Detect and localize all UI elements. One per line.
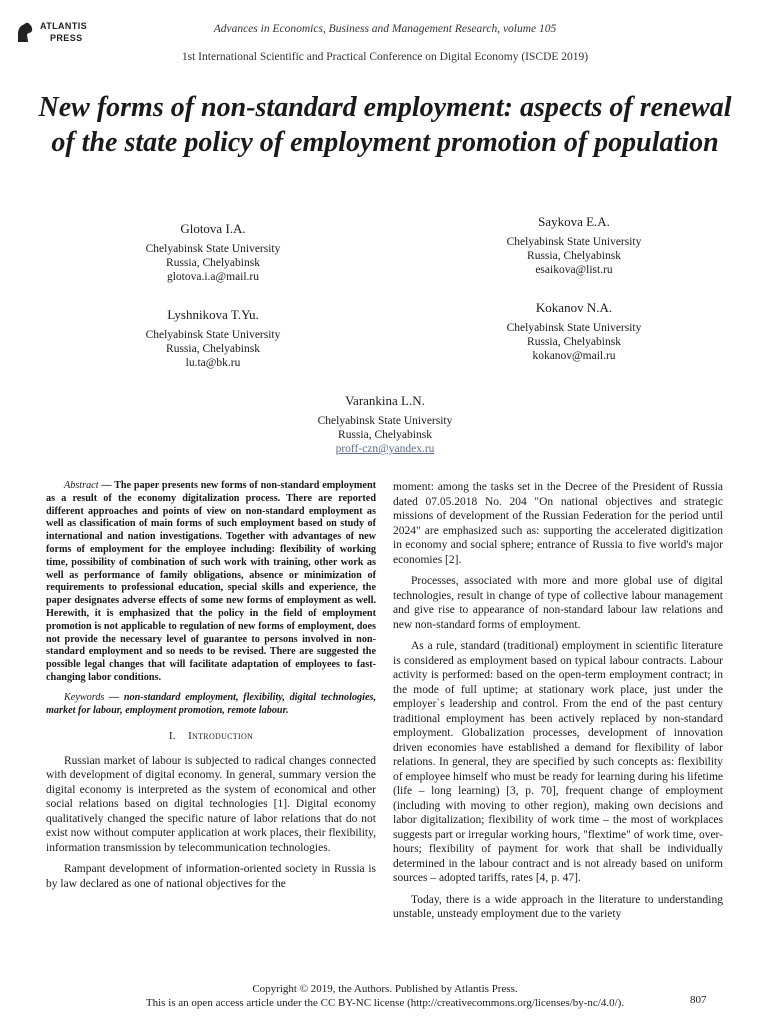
author-location: Russia, Chelyabinsk: [166, 343, 260, 355]
author-name: Kokanov N.A.: [535, 300, 613, 315]
paragraph: moment: among the tasks set in the Decree of the President of Russia dated 07.05.2018 No. 204 "On national objectives and strategic missions of development of the Russian Federation for the period until 2024" are emphasized such as: supporting the accelerated digitization in economy and social sphere; entrance of Russia to five world's major economies [2].: [393, 481, 723, 566]
author-block: [113, 308, 313, 370]
author-affiliation: Chelyabinsk State University: [506, 322, 642, 334]
author-name: Varankina L.N.: [345, 393, 425, 408]
keywords-text: — non-standard employment, flexibility, digital technologies, market for labour, employment promotion, remote labour.: [46, 691, 377, 716]
author-email-link[interactable]: proff-czn@yandex.ru: [335, 443, 435, 455]
author-block: [474, 301, 674, 363]
author-affiliation: Chelyabinsk State University: [317, 415, 453, 427]
logo-text-line2: PRESS: [50, 33, 83, 43]
conference-line: 1st International Scientific and Practical Conference on Digital Economy (ISCDE 2019): [181, 51, 589, 63]
abstract-label: Abstract: [64, 480, 99, 491]
author-location: Russia, Chelyabinsk: [166, 257, 260, 269]
author-location: Russia, Chelyabinsk: [338, 429, 432, 441]
running-head: Advances in Economics, Business and Management Research, volume 105: [213, 23, 557, 35]
paragraph: Processes, associated with more and more global use of digital technologies, result in change of type of collective labour management and give rise to appearance of non-standard labour law relations and new non-standard forms of employment.: [393, 575, 723, 631]
section-number: I.: [168, 730, 176, 743]
author-affiliation: Chelyabinsk State University: [506, 236, 642, 248]
paragraph: Russian market of labour is subjected to radical changes connected with development of digital economy. In general, summary version the digital economy is interpreted as the system of economical and other social relations based on digital technologies [1]. Digital economy qualitatively changed the specific nature of labor relations that do not exist now without computer application at work places, their flexibility, information transmission by telecommunication technologies.: [46, 754, 376, 854]
author-affiliation: Chelyabinsk State University: [145, 329, 281, 341]
author-location: Russia, Chelyabinsk: [527, 336, 621, 348]
author-name: Saykova E.A.: [538, 214, 610, 229]
copyright-line: Copyright © 2019, the Authors. Published by Atlantis Press.: [252, 983, 518, 995]
abstract: [46, 480, 376, 685]
paragraph: As a rule, standard (traditional) employment in scientific literature is considered as employment based on typical labour contracts. Labour activity is performed: based on the open-term employment contract; in the mode of full uptime; at stationary work place, just under the employer`s leadership and control. From the end of the past century traditional employment has been actively replaced by non-standard employment. Globalization processes, development of innovation driven economies have established a demand for flexibility of labor relations. In general, they are specified by such concepts as: flexibility of employee himself who must be ready for learning during his lifetime (life – long learning) [3, p. 70], frequent change of employment (including with moving to other region), making own decisions and labor digitalization; flexibility of work time – the most of workplaces suggests part or irregular working hours, "flextime" of work time, over-hours; flexibility of payment for work that shall be individually determined in the labour contract and is not already based on uniform sources – adopted tariffs, rates [4, p. 47].: [393, 640, 723, 884]
keywords-label: Keywords: [64, 691, 105, 703]
section-title: Introduction: [188, 730, 254, 743]
author-email[interactable]: glotova.i.a@mail.ru: [166, 271, 260, 283]
abstract-text: — The paper presents new forms of non-standard employment as a result of the economy digitalization process. There are reported different approaches and points of view on non-standard employment as well as classification of main forms of such employment based on study of international and nation investigations. Together with advantages of new forms of employment for the employee including: flexibility of working time, possibility of combination of such work with training, other work as well as performance of family obligations, absence or minimization of requirements to professional education, special skills and experience, the paper designates adverse effects of some new forms of employment as well. Herewith, it is emphasized that the policy in the field of employment promotion is not applicable to regulation of new forms of employment, does not provide the necessary level of guarantee to persons involved in non-standard employment and so needs to be revised. There are suggested the possible legal changes that will facilitate adaptation of employees to fast-changing labor conditions.: [46, 480, 376, 683]
author-block: [285, 394, 485, 456]
section-heading: [46, 729, 376, 744]
page-number: 807: [690, 994, 707, 1006]
right-column: [393, 480, 723, 929]
author-name: Glotova I.A.: [180, 221, 246, 236]
license-line: This is an open access article under the CC BY-NC license (http://creativecommons.org/licenses/by-nc/4.0/).: [145, 997, 625, 1009]
author-block: [474, 215, 674, 277]
author-name: Lyshnikova T.Yu.: [167, 307, 259, 322]
author-location: Russia, Chelyabinsk: [527, 250, 621, 262]
logo-text-line1: ATLANTIS: [40, 21, 88, 31]
paper-title: New forms of non-standard employment: aspects of renewal of the state policy of employment promotion of population: [38, 92, 732, 158]
author-email[interactable]: lu.ta@bk.ru: [185, 357, 241, 369]
paragraph: Rampant development of information-oriented society in Russia is by law declared as one of national objectives for the: [46, 863, 376, 890]
author-block: [113, 222, 313, 284]
left-column: [46, 480, 376, 898]
paragraph: Today, there is a wide approach in the literature to understanding unstable, unsteady employment due to the variety: [393, 893, 723, 920]
author-affiliation: Chelyabinsk State University: [145, 243, 281, 255]
keywords: [46, 692, 376, 718]
author-email[interactable]: kokanov@mail.ru: [532, 350, 616, 362]
author-email[interactable]: esaikova@list.ru: [535, 264, 613, 276]
